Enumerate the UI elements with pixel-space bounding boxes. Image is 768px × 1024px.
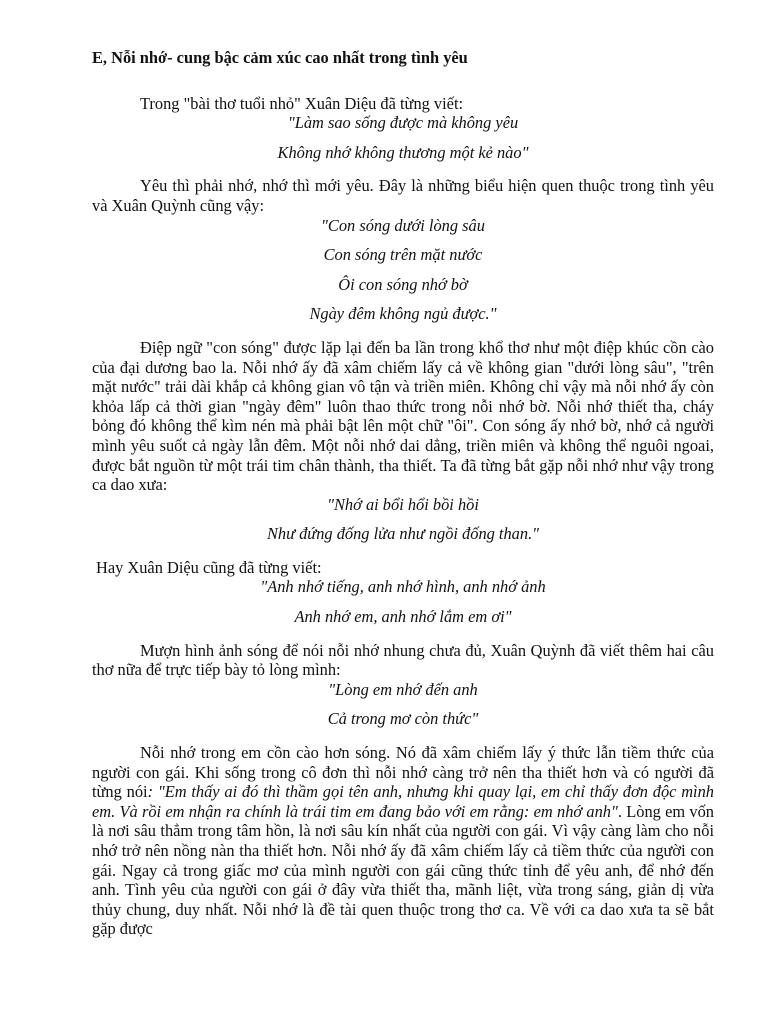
document-page [92,48,714,939]
paragraph-2: Yêu thì phải nhớ, nhớ thì mới yêu. Đây là những biểu hiện quen thuộc trong tình yêu và Xuân Quỳnh cũng vậy: [92,176,714,215]
section-heading: E, Nỗi nhớ- cung bậc cảm xúc cao nhất trong tình yêu [92,48,468,67]
verse-line: Cả trong mơ còn thức" [327,709,479,729]
verse-line: "Nhớ ai bổi hổi bồi hồi [327,494,479,514]
paragraph-6-text-c: . Lòng em vốn là nơi sâu thẳm trong tâm hồn, là nơi sâu kín nhất của người con gái. Vì vậy càng làm cho nỗi nhớ trở nên nồng nàn tha thiết hơn. Nỗi nhớ ấy đã xâm chiếm lấy cả tiềm thức của người con gái. Ngay cả trong giấc mơ của mình người con gái cũng thức tỉnh để yêu anh, để nhớ đến anh. Tình yêu của người con gái ở đây vừa thiết tha, mãnh liệt, vừa trong sáng, giản dị vừa thủy chung, duy nhất. Nỗi nhớ là đề tài quen thuộc trong thơ ca. Về với ca dao xưa ta sẽ bắt gặp được [92,801,714,939]
paragraph-6 [92,743,714,939]
paragraph-3: Điệp ngữ "con sóng" được lặp lại đến ba lần trong khổ thơ như một điệp khúc cồn cào của đại dương bao la. Nỗi nhớ ấy đã xâm chiếm lấy cả về không gian "dưới lòng sâu", "trên mặt nước" trải dài khắp cả không gian vô tận và triền miên. Không chỉ vậy mà nỗi nhớ ấy còn khỏa lấp cả thời gian "ngày đêm" luôn thao thức trong nỗi nhớ bờ. Nỗi nhớ thiết tha, cháy bỏng đó không thể kìm nén mà phải bật lên một chữ "ôi". Con sóng ấy nhớ bờ, nhớ cả người mình yêu suốt cả ngày lẫn đêm. Một nỗi nhớ dai dẳng, triền miên và không thể nguôi ngoai, được bắt nguồn từ một trái tim chân thành, tha thiết. Ta đã từng bắt gặp nỗi nhớ như vậy trong ca dao xưa: [92,337,714,495]
verse-line: "Lòng em nhớ đến anh [328,679,478,699]
verse-line: Anh nhớ em, anh nhớ lắm em ơi" [294,607,512,627]
paragraph-6-text-a: Nỗi nhớ trong em cồn cào hơn sóng. Nó đã xâm chiếm lấy ý thức lẫn tiềm thức của người con gái. Khi sống trong cô đơn thì nỗi nhớ càng trở nên tha thiết hơn và có người đã từng nói [92,743,714,802]
verse-line: Ôi con sóng nhớ bờ [338,274,468,294]
verse-line: Không nhớ không thương một kẻ nào" [277,142,529,162]
paragraph-6-quote: : "Em thấy ai đó thì thầm gọi tên anh, nhưng khi quay lại, em chỉ thấy đơn độc mình em. Và rồi em nhận ra chính là trái tim em đang bảo với em rằng: em nhớ anh" [92,782,714,821]
verse-line: Như đứng đống lửa như ngồi đống than." [266,524,540,544]
paragraph-1: Trong "bài thơ tuổi nhỏ" Xuân Diệu đã từng viết: [140,93,464,113]
verse-line: "Anh nhớ tiếng, anh nhớ hình, anh nhớ ảnh [260,577,546,597]
verse-line: "Con sóng dưới lòng sâu [321,215,485,235]
paragraph-4: Hay Xuân Diệu cũng đã từng viết: [96,557,322,577]
paragraph-5: Mượn hình ảnh sóng để nói nỗi nhớ nhung chưa đủ, Xuân Quỳnh đã viết thêm hai câu thơ nữa để trực tiếp bày tỏ lòng mình: [92,640,714,680]
verse-line: "Làm sao sống được mà không yêu [287,113,519,133]
verse-line: Ngày đêm không ngủ được." [309,304,497,324]
verse-line: Con sóng trên mặt nước [323,245,483,265]
